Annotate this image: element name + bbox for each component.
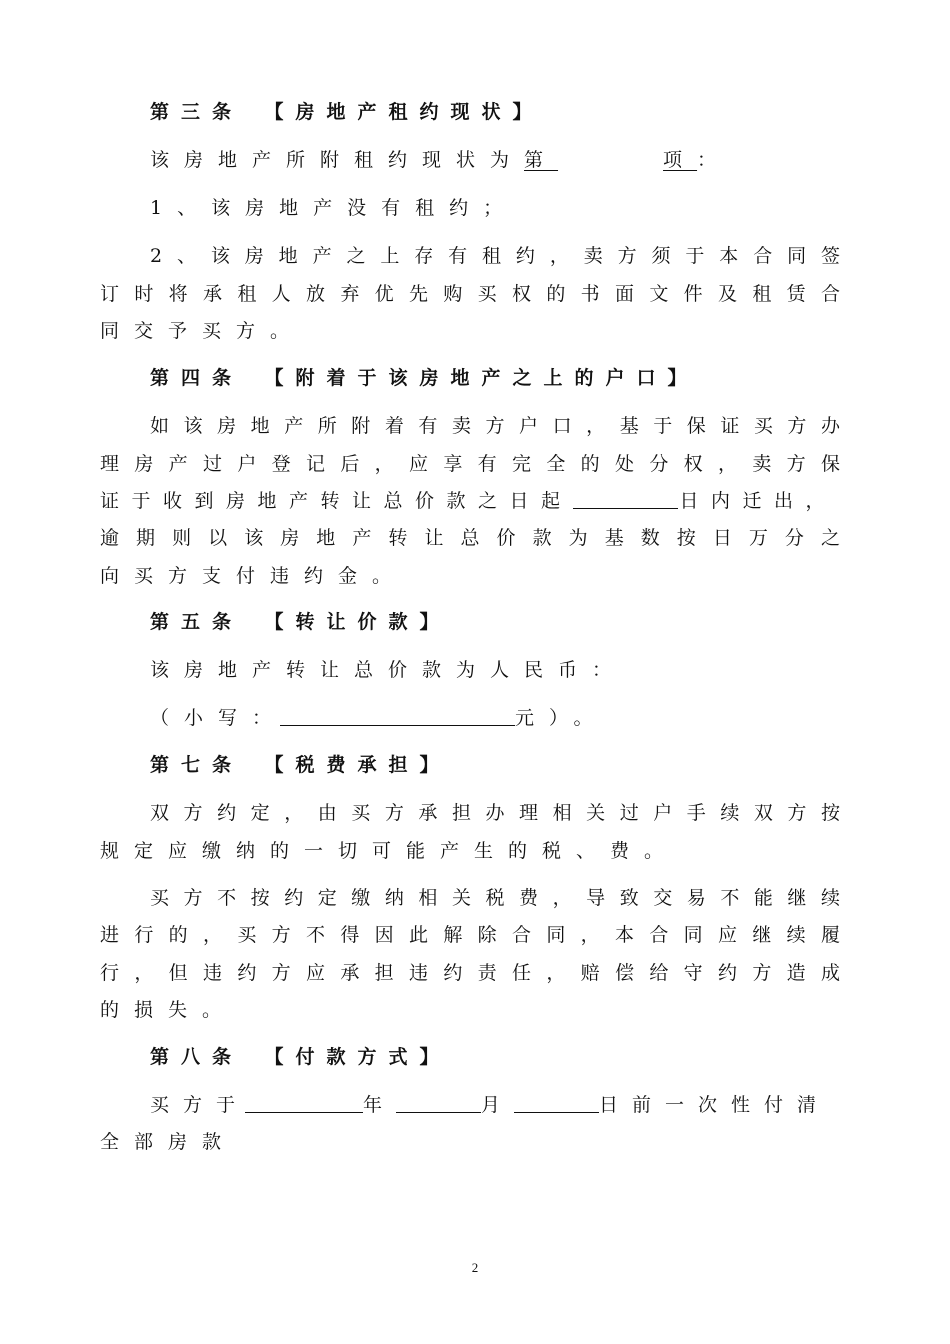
payment-day-blank: [514, 1092, 599, 1113]
lease-item-prefix: 第: [524, 149, 559, 171]
article-4-heading: 第四条 【附着于该房地产之上的户口】: [150, 367, 699, 389]
article-4-line-1: 如该房地产所附着有卖方户口，基于保证买方办: [150, 415, 840, 437]
article-8-heading: 第八条 【付款方式】: [150, 1046, 451, 1068]
article-3-line-1: [150, 147, 840, 173]
article-7-para-2-line-3: 行，但违约方应承担违约责任，赔偿给守约方造成: [100, 962, 840, 984]
article-7-heading: 第七条 【税费承担】: [150, 754, 451, 776]
article-5-amount-lead: （小写：: [150, 707, 287, 729]
article-4-line-3-tail: 日内迁出，: [679, 490, 838, 512]
article-7-para-2-line-1: 买方不按约定缴纳相关税费，导致交易不能继续: [150, 887, 840, 909]
article-3-heading: 第三条 【房地产租约现状】: [150, 101, 544, 123]
page-number: 2: [471, 1260, 479, 1275]
article-3-item-2-line-2: 订时将承租人放弃优先购买权的书面文件及租赁合: [100, 283, 840, 305]
article-7-para-2-line-4: 的损失。: [100, 999, 237, 1021]
article-3-item-2-line-3: 同交予买方。: [100, 320, 305, 342]
article-3-lead-text: 该房地产所附租约现状为: [150, 149, 525, 171]
article-8-line-1: [150, 1092, 840, 1118]
article-8-tail: 日前一次性付清: [599, 1094, 831, 1116]
article-7-para-1-line-2: 规定应缴纳的一切可能产生的税、费。: [100, 840, 679, 862]
lease-item-field: [524, 149, 697, 171]
move-out-days-blank: [573, 488, 678, 509]
article-3-colon: ：: [697, 149, 732, 171]
article-5-line-1: 该房地产转让总价款为人民币：: [150, 659, 627, 681]
article-5-line-2: [150, 705, 840, 731]
article-7-para-2-line-2: 进行的，买方不得因此解除合同，本合同应继续履: [100, 924, 840, 946]
article-4-line-2: 理房产过户登记后，应享有完全的处分权，卖方保: [100, 453, 840, 475]
year-label: 年: [363, 1094, 397, 1116]
article-5-heading: 第五条 【转让价款】: [150, 611, 451, 633]
article-4-line-4: 逾期则以该房地产转让总价款为基数按日万分之: [100, 527, 840, 549]
article-3-item-2-line-1: 2、该房地产之上存有租约，卖方须于本合同签: [150, 245, 840, 267]
payment-year-blank: [245, 1092, 363, 1113]
article-5-amount-tail: ）。: [549, 707, 608, 729]
month-label: 月: [481, 1094, 515, 1116]
article-8-lead: 买方于: [150, 1094, 250, 1116]
price-amount-blank: [280, 705, 515, 726]
article-4-line-3-lead: 证于收到房地产转让总价款之日起: [100, 490, 573, 512]
payment-month-blank: [396, 1092, 481, 1113]
article-3-item-1: 1、该房地产没有租约；: [150, 197, 518, 219]
article-8-line-2: 全部房款: [100, 1131, 237, 1153]
lease-item-suffix: 项: [663, 149, 698, 171]
article-4-line-5: 向买方支付违约金。: [100, 565, 407, 587]
price-unit: 元: [515, 707, 550, 729]
article-4-line-3: [100, 488, 870, 514]
article-7-para-1-line-1: 双方约定，由买方承担办理相关过户手续双方按: [150, 802, 840, 824]
